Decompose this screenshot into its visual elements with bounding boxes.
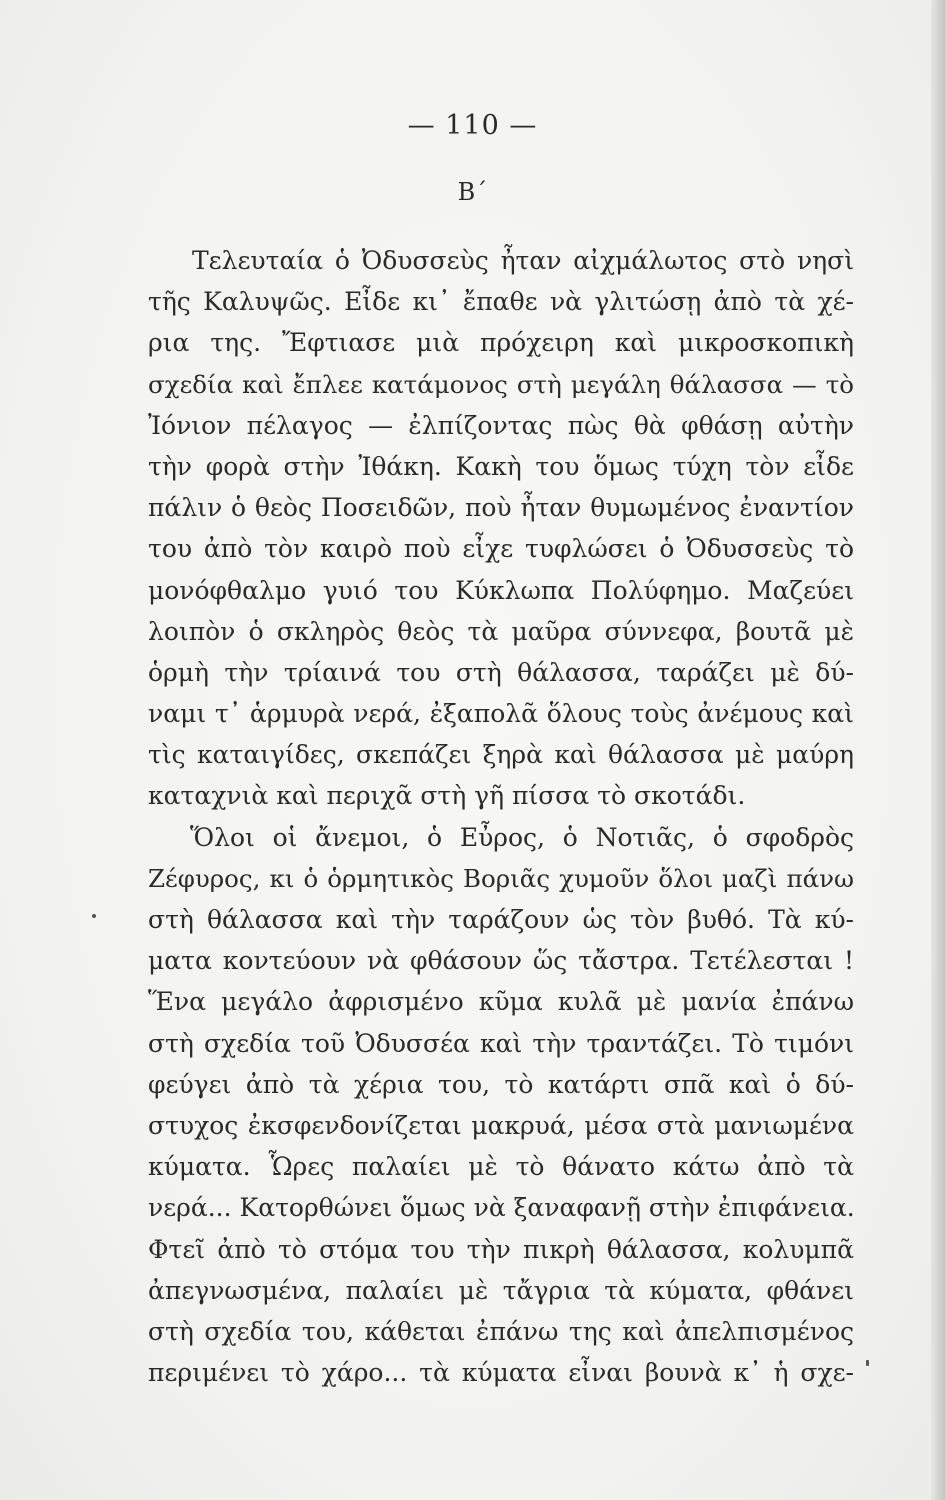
text-line: Τελευταία ὁ Ὀδυσσεὺς ἦταν αἰχμάλωτος στὸ νησὶ [192,246,854,275]
text-line: περιμένει τὸ χάρο... τὰ κύματα εἶναι βουνὰ κ᾿ ἡ σχε- [148,1358,854,1388]
ink-speck [92,914,96,918]
text-line: του ἀπὸ τὸν καιρὸ ποὺ εἶχε τυφλώσει ὁ Ὀδυσσεὺς τὸ [148,534,854,564]
text-line: Ζέφυρος, κι ὁ ὁρμητικὸς Βοριᾶς χυμοῦν ὅλοι μαζὶ πάνω [148,863,854,893]
page-edge [931,0,945,1500]
text-line: στὴ θάλασσα καὶ τὴν ταράζουν ὡς τὸν βυθό. Τὰ κύ- [148,905,854,934]
text-line: τὶς καταιγίδες, σκεπάζει ξηρὰ καὶ θάλασσα μὲ μαύρη [148,740,854,770]
text-line: ματα κοντεύουν νὰ φθάσουν ὥς τἄστρα. Τετέλεσται ! [148,946,854,976]
page-number: — 110 — [407,110,538,141]
text-line: Φτεῖ ἀπὸ τὸ στόμα του τὴν πικρὴ θάλασσα, κολυμπᾶ [148,1234,854,1264]
text-line: Ὅλοι οἱ ἄνεμοι, ὁ Εὖρος, ὁ Νοτιᾶς, ὁ σφοδρὸς [190,822,854,852]
text-line: ὁρμὴ τὴν τρίαινά του στὴ θάλασσα, ταράζει μὲ δύ- [148,657,854,687]
text-line: λοιπὸν ὁ σκληρὸς θεὸς τὰ μαῦρα σύννεφα, βουτᾶ μὲ [148,616,854,646]
text-line: πάλιν ὁ θεὸς Ποσειδῶν, ποὺ ἦταν θυμωμένος ἐναντίον [148,493,854,523]
text-line: ἀπεγνωσμένα, παλαίει μὲ τἄγρια τὰ κύματα, φθάνει [148,1275,854,1305]
section-heading: Β΄ [457,178,488,206]
text-line: Ἰόνιον πέλαγος — ἐλπίζοντας πὼς θὰ φθάσῃ αὐτὴν [148,410,854,440]
ink-speck [866,1360,869,1366]
text-line: μονόφθαλμο γυιό του Κύκλωπα Πολύφημο. Μαζεύει [148,575,854,605]
body-text [148,240,854,1393]
text-line: ναμι τ᾿ ἁρμυρὰ νερά, ἐξαπολᾶ ὅλους τοὺς ἀνέμους καὶ [148,699,854,729]
text-line: καταχνιὰ καὶ περιχᾶ στὴ γῆ πίσσα τὸ σκοτάδι. [148,781,746,811]
text-line: στὴ σχεδία του, κάθεται ἐπάνω της καὶ ἀπελπισμένος [148,1316,854,1346]
text-line: στὴ σχεδία τοῦ Ὀδυσσέα καὶ τὴν τραντάζει. Τὸ τιμόνι [148,1028,854,1058]
text-line: φεύγει ἀπὸ τὰ χέρια του, τὸ κατάρτι σπᾶ καὶ ὁ δύ- [148,1069,854,1099]
paragraph-1 [148,240,854,817]
text-line: σχεδία καὶ ἔπλεε κατάμονος στὴ μεγάλη θάλασσα — τὸ [148,369,854,399]
paragraph-2 [148,817,854,1394]
text-line: τὴν φορὰ στὴν Ἰθάκη. Κακὴ του ὅμως τύχη τὸν εἶδε [148,451,854,481]
text-line: ρια της. Ἔφτιασε μιὰ πρόχειρη καὶ μικροσκοπικὴ [148,328,854,358]
text-line: Ἕνα μεγάλο ἀφρισμένο κῦμα κυλᾶ μὲ μανία ἐπάνω [148,987,854,1017]
text-line: νερά... Κατορθώνει ὅμως νὰ ξαναφανῇ στὴν ἐπιφάνεια. [148,1193,855,1223]
text-line: στυχος ἐκσφενδονίζεται μακρυά, μέσα στὰ μανιωμένα [148,1110,854,1140]
text-line: τῆς Καλυψῶς. Εἶδε κι᾿ ἔπαθε νὰ γλιτώσῃ ἀπὸ τὰ χέ- [148,287,854,317]
text-line: κύματα. Ὧρες παλαίει μὲ τὸ θάνατο κάτω ἀπὸ τὰ [148,1152,854,1182]
